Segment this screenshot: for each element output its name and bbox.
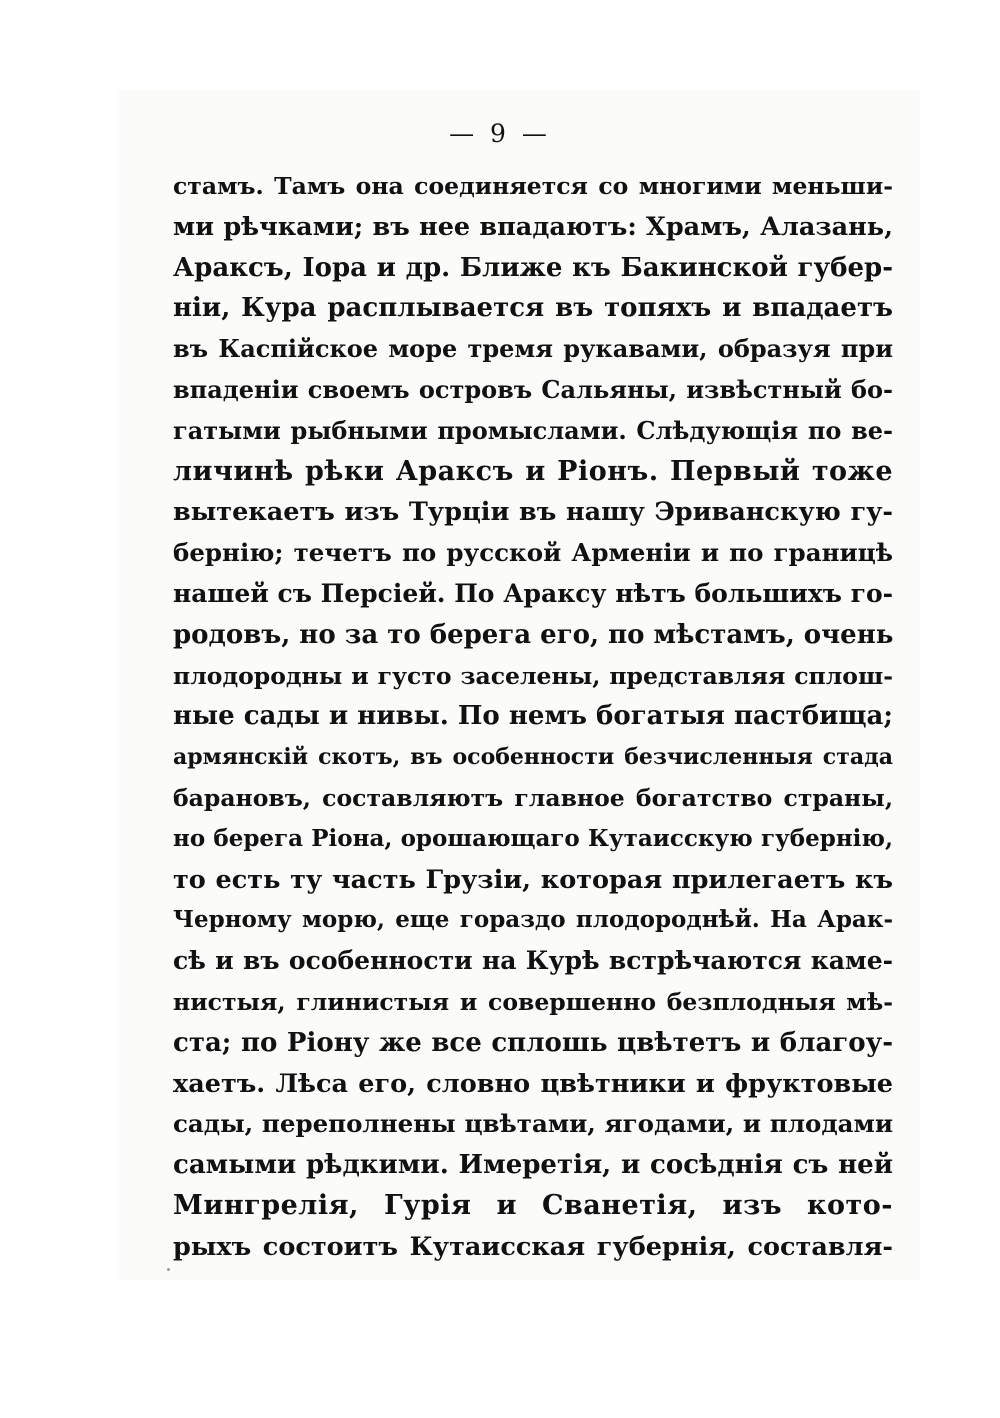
text-line-2: ми рѣчками; въ нее впадаютъ: Храмъ, Алазань,	[173, 211, 893, 242]
scan-speck	[167, 1268, 170, 1271]
text-line-6: впаденіи своемъ островъ Сальяны, извѣстный бо-	[173, 374, 893, 404]
text-line-5: въ Каспійское море тремя рукавами, образуя при	[173, 334, 893, 364]
text-line-27: рыхъ состоитъ Кутаисская губернія, составля-	[173, 1231, 893, 1262]
text-line-3: Араксъ, Іора и др. Ближе къ Бакинской губер-	[173, 252, 893, 283]
text-line-16: барановъ, составляютъ главное богатство страны,	[173, 783, 893, 812]
text-line-8: личинѣ рѣки Араксъ и Ріонъ. Первый тоже	[173, 455, 893, 487]
text-line-21: нистыя, глинистыя и совершенно безплодныя мѣ-	[173, 987, 893, 1016]
text-line-25: самыми рѣдкими. Имеретія, и сосѣднія съ ней	[173, 1150, 893, 1181]
text-line-15: армянскій скотъ, въ особенности безчисленныя стада	[173, 744, 893, 771]
text-line-18: то есть ту часть Грузіи, которая прилегаетъ къ	[173, 864, 893, 895]
text-line-17: но берега Ріона, орошающаго Кутаисскую губернію,	[173, 824, 893, 852]
text-line-4: ніи, Кура расплывается въ топяхъ и впадаетъ	[173, 293, 893, 324]
text-line-10: бернію; течетъ по русской Арменіи и по границѣ	[173, 538, 893, 568]
text-line-19: Черному морю, еще гораздо плодороднѣй. На Арак-	[173, 906, 893, 934]
text-line-14: ные сады и нивы. По немъ богатыя пастбища;	[173, 701, 893, 732]
text-line-9: вытекаетъ изъ Турціи въ нашу Эриванскую гу-	[173, 497, 893, 528]
text-line-26: Мингрелія, Гурія и Сванетія, изъ кото-	[173, 1189, 893, 1221]
text-line-11: нашей съ Персіей. По Араксу нѣтъ большихъ го-	[173, 578, 893, 608]
text-line-22: ста; по Ріону же все сплошь цвѣтетъ и благоу-	[173, 1027, 893, 1058]
page-number: — 9 —	[449, 119, 551, 148]
body-text	[173, 166, 893, 1268]
text-line-1: стамъ. Тамъ она соединяется со многими меньши-	[173, 172, 893, 200]
text-line-7: гатыми рыбными промыслами. Слѣдующія по ве-	[173, 415, 893, 445]
text-line-12: родовъ, но за то берега его, по мѣстамъ, очень	[173, 619, 893, 650]
text-line-13: плодородны и густо заселены, представляя сплош-	[173, 661, 893, 690]
text-line-20: сѣ и въ особенности на Курѣ встрѣчаются каме-	[173, 946, 893, 976]
text-line-23: хаетъ. Лѣса его, словно цвѣтники и фруктовые	[173, 1068, 893, 1099]
text-line-24: сады, переполнены цвѣтами, ягодами, и плодами	[173, 1109, 893, 1139]
